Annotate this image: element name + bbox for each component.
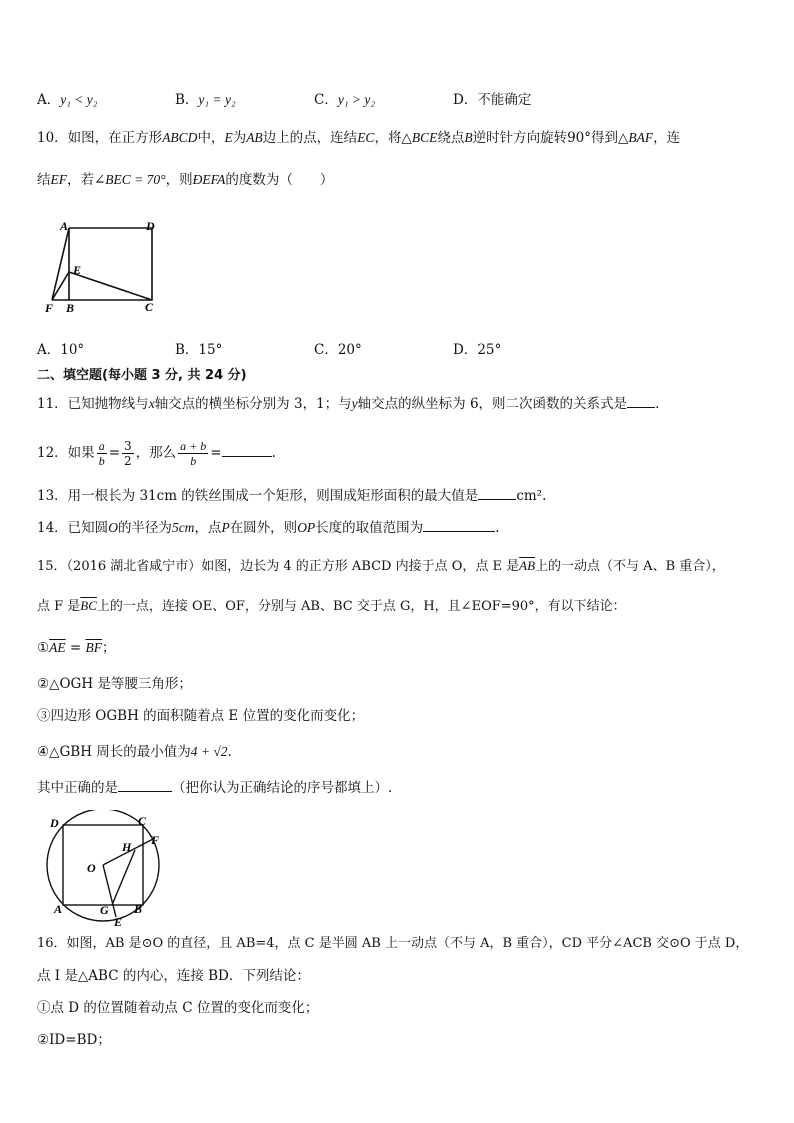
- text: 14．已知圆: [37, 520, 109, 536]
- q10-option-b: [175, 338, 222, 358]
- text: 13．用一根长为 31cm 的铁丝围成一个矩形，则围成矩形面积的最大值是: [37, 488, 479, 504]
- text: .: [227, 744, 232, 760]
- option-label: C．: [314, 92, 338, 108]
- label-f: F: [151, 833, 160, 847]
- q16-line-1: 16．如图，AB 是⊙O 的直径，且 AB=4，点 C 是半圆 AB 上一动点（不与 A，B 重合），CD 平分∠ACB 交⊙O 于点 D，: [37, 936, 749, 951]
- denominator: b: [98, 454, 105, 468]
- option-label: B．: [175, 342, 199, 358]
- label-a: A: [54, 902, 63, 916]
- label-b: B: [66, 301, 75, 315]
- label-c: C: [138, 814, 147, 828]
- arc-bc: $\overline{BC}$: [80, 598, 97, 613]
- text: 点 F 是: [37, 599, 81, 614]
- q15-conclusion-2: ②△OGH 是等腰三角形；: [37, 676, 192, 692]
- text: ，将: [374, 130, 402, 146]
- text: ，点: [194, 520, 222, 536]
- math: P: [221, 520, 230, 535]
- text: 在圆外，则: [229, 520, 298, 536]
- text: ，那么: [135, 445, 177, 461]
- label-o: O: [87, 861, 96, 875]
- text: 的度数为（ ）: [225, 172, 334, 188]
- text: 轴交点的纵坐标为 6，则二次函数的关系式是: [357, 396, 628, 412]
- segment-ec: [69, 272, 152, 300]
- label-b: B: [134, 902, 143, 916]
- answer-blank[interactable]: [423, 530, 495, 532]
- numerator: 3: [124, 439, 132, 453]
- q11: [37, 394, 659, 414]
- text: ；: [102, 640, 116, 656]
- math: EF: [50, 172, 67, 187]
- q16-line-2: 点 I 是△ABC 的内心，连接 BD．下列结论：: [37, 968, 310, 984]
- text: 上的一动点（不与 A、B 重合），: [535, 559, 725, 574]
- label-d: D: [50, 816, 59, 830]
- option-value: y₁ < y₂: [60, 92, 98, 107]
- text: .: [495, 520, 500, 536]
- q9-option-d: [453, 88, 531, 108]
- text: 其中正确的是: [37, 780, 118, 796]
- math: 90°: [567, 130, 592, 146]
- math: ÐEFA: [192, 172, 226, 187]
- math: AB: [246, 130, 263, 145]
- square-abcd: [69, 228, 152, 300]
- q15-line-2: [37, 596, 626, 617]
- math: 5cm: [171, 520, 195, 535]
- text: 长度的取值范围为: [315, 520, 424, 536]
- option-value: 25°: [477, 342, 502, 358]
- q15-conclusion-1: [37, 638, 116, 658]
- label-f: F: [45, 301, 54, 315]
- q16-conclusion-1: ①点 D 的位置随着动点 C 位置的变化而变化；: [37, 1000, 319, 1016]
- q15-conclusion-4: [37, 742, 232, 762]
- label-h: H: [122, 840, 132, 854]
- q9-option-a: [37, 88, 97, 108]
- fraction-3-over-2: [122, 439, 134, 468]
- q10-option-d: [453, 338, 501, 358]
- text: 上的一点，连接 OE、OF，分别与 AB、BC 交于点 G，H，且∠EOF=90°，有以下结论：: [96, 599, 626, 614]
- q10-option-a: [37, 338, 84, 358]
- q13: [37, 486, 546, 506]
- text: ，若: [67, 172, 94, 188]
- q15-line-1: [37, 556, 725, 577]
- label-e: E: [114, 915, 123, 929]
- q10-line-2: [37, 170, 333, 190]
- text: 中，: [197, 130, 225, 146]
- option-label: C．: [314, 342, 338, 358]
- numerator: a + b: [180, 439, 207, 453]
- q10-line-1: [37, 128, 680, 148]
- denominator: b: [190, 454, 197, 468]
- fraction-a-plus-b-over-b: [178, 439, 208, 468]
- text: 边上的点，连结: [262, 130, 358, 146]
- option-value: y₁ = y₂: [198, 92, 236, 107]
- segment-af: [52, 228, 69, 300]
- q9-option-b: [175, 88, 236, 108]
- math: x: [148, 396, 155, 411]
- section-heading: 二、填空题(每小题 3 分, 共 24 分): [37, 368, 247, 383]
- option-value: y₁ > y₂: [337, 92, 376, 107]
- label-e: E: [73, 263, 82, 277]
- q16-conclusion-2: ②ID=BD；: [37, 1032, 111, 1048]
- label-a: A: [60, 219, 69, 233]
- q12: [37, 436, 276, 470]
- text: .: [655, 396, 660, 412]
- text: 轴交点的横坐标分别为 3，1；与: [154, 396, 352, 412]
- q15-figure: [40, 810, 170, 930]
- text: ④△GBH 周长的最小值为: [37, 744, 191, 760]
- label-g: G: [100, 903, 109, 917]
- text: cm².: [516, 488, 547, 504]
- text: 为: [232, 130, 247, 146]
- text: ①: [37, 640, 50, 656]
- q15-conclusion-3: ③四边形 OGBH 的面积随着点 E 位置的变化而变化；: [37, 708, 365, 724]
- option-label: B．: [175, 92, 199, 108]
- text: 得到: [591, 130, 619, 146]
- equals: =: [210, 445, 222, 461]
- option-label: D．不能确定: [453, 92, 532, 108]
- q9-option-c: [314, 88, 375, 108]
- text: 12．如果: [37, 445, 95, 461]
- q10-figure: [40, 216, 170, 316]
- text: 绕点: [437, 130, 465, 146]
- math: OP: [297, 520, 316, 535]
- answer-blank[interactable]: [118, 790, 172, 792]
- math: B: [464, 130, 473, 145]
- numerator: a: [98, 439, 105, 453]
- text: 11．已知抛物线与: [37, 396, 149, 412]
- option-label: D．: [453, 342, 478, 358]
- text: （把你认为正确结论的序号都填上）.: [172, 780, 393, 796]
- arc-ab: $\overline{AB}$: [519, 558, 536, 573]
- answer-blank[interactable]: [478, 498, 516, 500]
- option-label: A．: [37, 92, 61, 108]
- text: ，连: [653, 130, 681, 146]
- math: ∠BEC = 70°: [94, 172, 166, 187]
- text: 的半径为: [117, 520, 172, 536]
- equals: =: [65, 640, 86, 656]
- math: ABCD: [162, 130, 198, 145]
- math: y: [351, 396, 358, 411]
- math: EC: [357, 130, 375, 145]
- label-c: C: [145, 300, 154, 314]
- fraction-a-over-b: [97, 439, 107, 468]
- option-value: 15°: [198, 342, 223, 358]
- text: 10．如图，在正方形: [37, 130, 163, 146]
- label-d: D: [146, 219, 155, 233]
- arc-bf: $\overline{BF}$: [85, 640, 103, 655]
- math: O: [108, 520, 118, 535]
- q14: [37, 518, 499, 538]
- math: △BCE: [401, 130, 438, 145]
- option-label: A．: [37, 342, 61, 358]
- answer-blank[interactable]: [627, 406, 655, 408]
- answer-blank[interactable]: [222, 455, 272, 457]
- text: 15．（2016 湖北省咸宁市）如图，边长为 4 的正方形 ABCD 内接于点 O，点 E 是: [37, 559, 520, 574]
- option-value: 20°: [337, 342, 362, 358]
- q10-option-c: [314, 338, 362, 358]
- text: 逆时针方向旋转: [472, 130, 568, 146]
- text: .: [271, 445, 276, 461]
- q15-answer-line: [37, 778, 392, 798]
- arc-ae: $\overline{AE}$: [49, 640, 66, 655]
- equals: =: [108, 445, 120, 461]
- option-value: 10°: [60, 342, 85, 358]
- denominator: 2: [124, 454, 132, 468]
- text: 结: [37, 172, 51, 188]
- text: ，则: [165, 172, 193, 188]
- math: E: [224, 130, 233, 145]
- math: △BAF: [618, 130, 654, 145]
- math: 4 + √2: [190, 744, 228, 759]
